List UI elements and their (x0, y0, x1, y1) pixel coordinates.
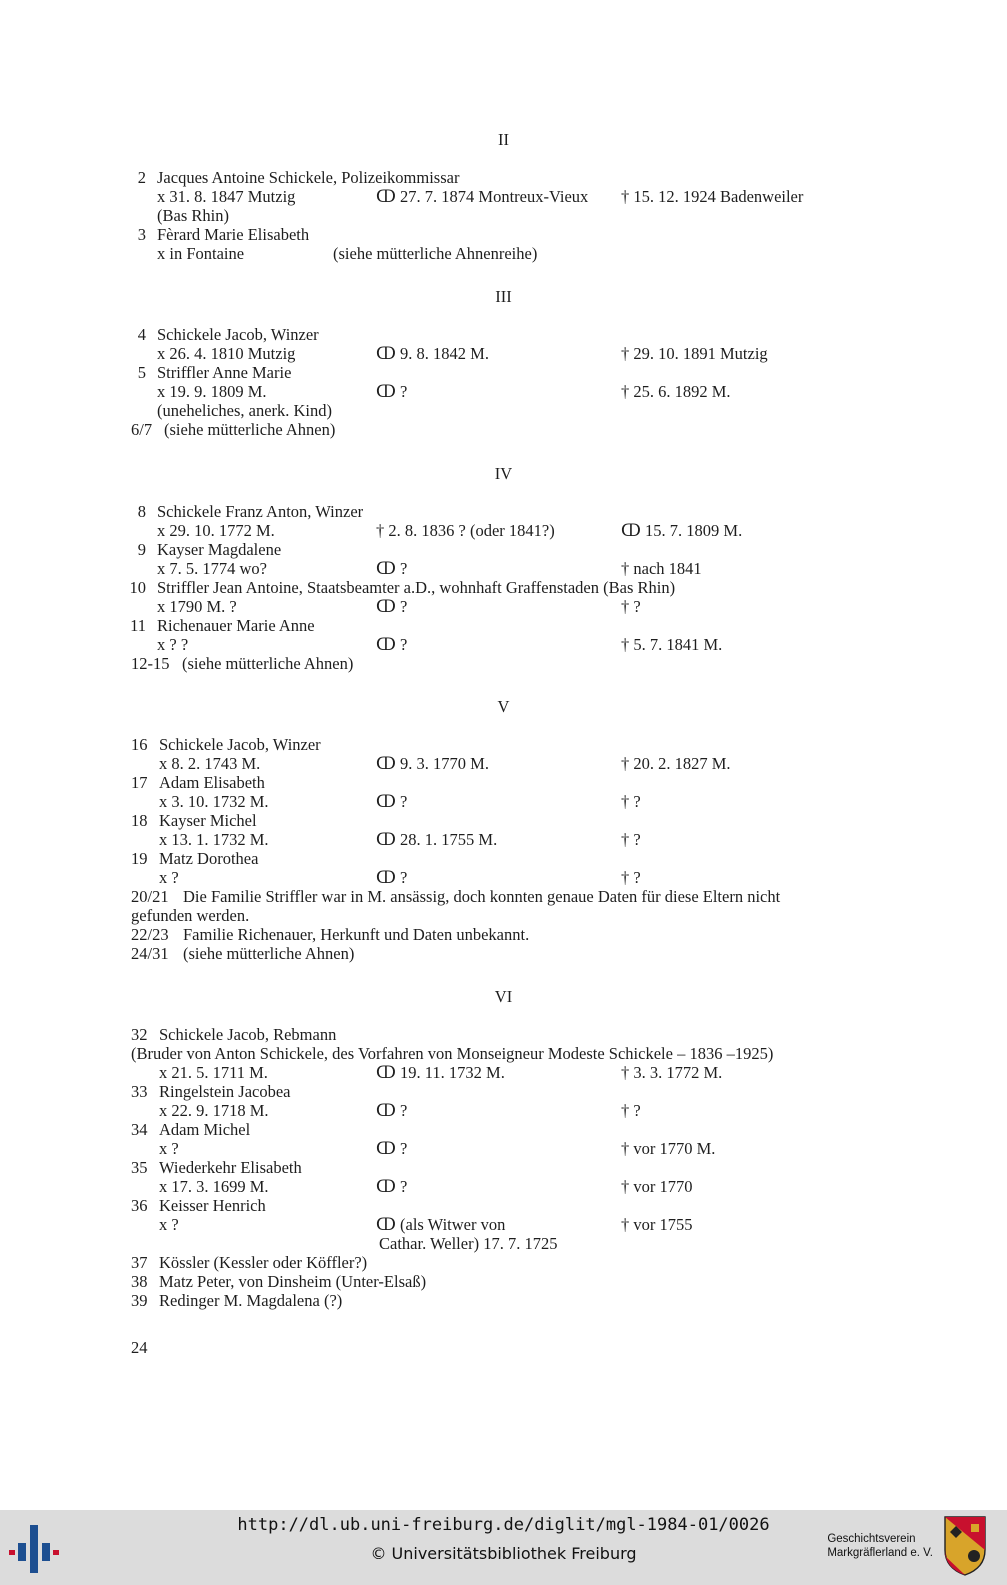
entry-number: 4 (137, 325, 146, 344)
entry-marriage: ↀ ? (376, 868, 408, 887)
entry-marriage: ↀ ? (376, 382, 408, 401)
entry-text: Striffler Anne Marie (157, 363, 292, 382)
entry-text: Kössler (Kessler oder Köffler?) (159, 1253, 368, 1272)
entry-number: 34 (131, 1120, 148, 1139)
entry-death: † ? (621, 792, 641, 811)
entry-text: gefunden werden. (131, 906, 250, 925)
entry-text: Die Familie Striffler war in M. ansässig, doch konnten genaue Daten für diese Eltern nicht (183, 887, 781, 906)
entry-text: x 8. 2. 1743 M. (159, 754, 261, 773)
entry-text: x 31. 8. 1847 Mutzig (157, 187, 296, 206)
entry-marriage: ↀ ? (376, 597, 408, 616)
entry-text: Kayser Magdalene (157, 540, 282, 559)
entry-number: 22/23 (131, 925, 169, 944)
entry-text: Schickele Jacob, Winzer (159, 735, 321, 754)
entry-text: x 3. 10. 1732 M. (159, 792, 269, 811)
entry-text: Matz Peter, von Dinsheim (Unter-Elsaß) (159, 1272, 427, 1291)
entry-text: (siehe mütterliche Ahnen) (164, 420, 336, 439)
entry-number: 19 (131, 849, 148, 868)
entry-text: x 17. 3. 1699 M. (159, 1177, 269, 1196)
entry-text: x 1790 M. ? (157, 597, 237, 616)
entry-text: Kayser Michel (159, 811, 257, 830)
entry-number: 32 (131, 1025, 148, 1044)
entry-death: † ? (621, 868, 641, 887)
entry-marriage: ↀ 9. 3. 1770 M. (376, 754, 489, 773)
entry-number: 9 (137, 540, 146, 559)
entry-text: x 19. 9. 1809 M. (157, 382, 267, 401)
entry-text: x in Fontaine (157, 244, 245, 263)
entry-text: Schickele Jacob, Winzer (157, 325, 319, 344)
entry-text: x 26. 4. 1810 Mutzig (157, 344, 296, 363)
entry-text: x 29. 10. 1772 M. (157, 521, 275, 540)
entry-marriage: ↀ ? (376, 792, 408, 811)
entry-text: Matz Dorothea (159, 849, 259, 868)
entry-text: x ? (159, 1215, 179, 1234)
entry-number: 10 (129, 578, 146, 597)
entry-note: (siehe mütterliche Ahnenreihe) (333, 244, 538, 263)
entry-text: (siehe mütterliche Ahnen) (183, 944, 355, 963)
entry-text: Adam Elisabeth (159, 773, 265, 792)
entry-number: 11 (130, 616, 146, 635)
viewer-footer (0, 1510, 1007, 1585)
entry-death: † ? (621, 1101, 641, 1120)
entry-number: 18 (131, 811, 148, 830)
entry-marriage: ↀ (als Witwer von (376, 1215, 506, 1234)
section-heading: VI (494, 987, 513, 1006)
entry-death: † 2. 8. 1836 ? (oder 1841?) (376, 521, 555, 540)
entry-marriage: ↀ 19. 11. 1732 M. (376, 1063, 505, 1082)
entry-death: † ? (621, 597, 641, 616)
entry-number: 16 (131, 735, 148, 754)
entry-text: x 7. 5. 1774 wo? (157, 559, 267, 578)
entry-death: † vor 1770 M. (621, 1139, 716, 1158)
entry-death: † nach 1841 (621, 559, 702, 578)
entry-number: 12-15 (131, 654, 170, 673)
entry-text: Striffler Jean Antoine, Staatsbeamter a.D., wohnhaft Graffenstaden (Bas Rhin) (157, 578, 676, 597)
entry-death: † ? (621, 830, 641, 849)
entry-text: Familie Richenauer, Herkunft und Daten unbekannt. (183, 925, 530, 944)
entry-text: x ? (159, 868, 179, 887)
entry-marriage: ↀ ? (376, 559, 408, 578)
entry-text: Ringelstein Jacobea (159, 1082, 291, 1101)
section-heading: II (498, 130, 509, 149)
entry-marriage: Cathar. Weller) 17. 7. 1725 (379, 1234, 558, 1253)
entry-text: (Bruder von Anton Schickele, des Vorfahren von Monseigneur Modeste Schickele – 1836 –1925) (131, 1044, 774, 1063)
entry-text: Wiederkehr Elisabeth (159, 1158, 302, 1177)
entry-text: Richenauer Marie Anne (157, 616, 315, 635)
entry-marriage: ↀ ? (376, 635, 408, 654)
entry-text: x 22. 9. 1718 M. (159, 1101, 269, 1120)
entry-number: 38 (131, 1272, 148, 1291)
entry-number: 35 (131, 1158, 148, 1177)
entry-text: (siehe mütterliche Ahnen) (182, 654, 354, 673)
entry-marriage: ↀ ? (376, 1101, 408, 1120)
entry-death: † 20. 2. 1827 M. (621, 754, 731, 773)
entry-number: 39 (131, 1291, 148, 1310)
section-heading: V (497, 697, 510, 716)
entry-marriage: ↀ ? (376, 1139, 408, 1158)
society-name-line2: Markgräflerland e. V. (827, 1547, 933, 1559)
section-heading: III (495, 287, 512, 306)
section-heading: IV (494, 464, 513, 483)
entry-number: 24/31 (131, 944, 169, 963)
society-name (827, 1532, 933, 1560)
entry-text: Adam Michel (159, 1120, 251, 1139)
entry-death: † vor 1770 (621, 1177, 693, 1196)
entry-text: Jacques Antoine Schickele, Polizeikommissar (157, 168, 460, 187)
entry-death: † 5. 7. 1841 M. (621, 635, 723, 654)
entry-number: 17 (131, 773, 148, 792)
entry-death: † 15. 12. 1924 Badenweiler (621, 187, 804, 206)
entry-marriage: ↀ 27. 7. 1874 Montreux-Vieux (376, 187, 589, 206)
permalink-url[interactable]: http://dl.ub.uni-freiburg.de/diglit/mgl-1984-01/0026 (237, 1515, 770, 1535)
entry-death: † vor 1755 (621, 1215, 693, 1234)
entry-number: 2 (137, 168, 146, 187)
entry-number: 6/7 (131, 420, 153, 439)
entry-text: x ? (159, 1139, 179, 1158)
page-number: 24 (131, 1338, 148, 1357)
entry-number: 37 (131, 1253, 148, 1272)
entry-text: Schickele Jacob, Rebmann (159, 1025, 337, 1044)
entry-text: x 13. 1. 1732 M. (159, 830, 269, 849)
entry-number: 5 (137, 363, 146, 382)
entry-text: (uneheliches, anerk. Kind) (157, 401, 333, 420)
entry-marriage: ↀ 15. 7. 1809 M. (621, 521, 743, 540)
entry-marriage: ↀ 28. 1. 1755 M. (376, 830, 498, 849)
entry-number: 3 (137, 225, 146, 244)
entry-marriage: ↀ 9. 8. 1842 M. (376, 344, 489, 363)
entry-text: Schickele Franz Anton, Winzer (157, 502, 364, 521)
entry-number: 20/21 (131, 887, 169, 906)
copyright-text: © Universitätsbibliothek Freiburg (370, 1544, 637, 1563)
entry-number: 8 (137, 502, 146, 521)
society-name-line1: Geschichtsverein (827, 1533, 916, 1545)
entry-text: Redinger M. Magdalena (?) (159, 1291, 343, 1310)
entry-text: Keisser Henrich (159, 1196, 266, 1215)
entry-number: 36 (131, 1196, 148, 1215)
coat-of-arms-icon (944, 1516, 986, 1576)
entry-number: 33 (131, 1082, 148, 1101)
entry-text: x ? ? (157, 635, 189, 654)
entry-text: (Bas Rhin) (157, 206, 229, 225)
entry-death: † 25. 6. 1892 M. (621, 382, 731, 401)
entry-death: † 29. 10. 1891 Mutzig (621, 344, 768, 363)
entry-text: Fèrard Marie Elisabeth (157, 225, 310, 244)
entry-text: x 21. 5. 1711 M. (159, 1063, 268, 1082)
entry-death: † 3. 3. 1772 M. (621, 1063, 723, 1082)
entry-marriage: ↀ ? (376, 1177, 408, 1196)
